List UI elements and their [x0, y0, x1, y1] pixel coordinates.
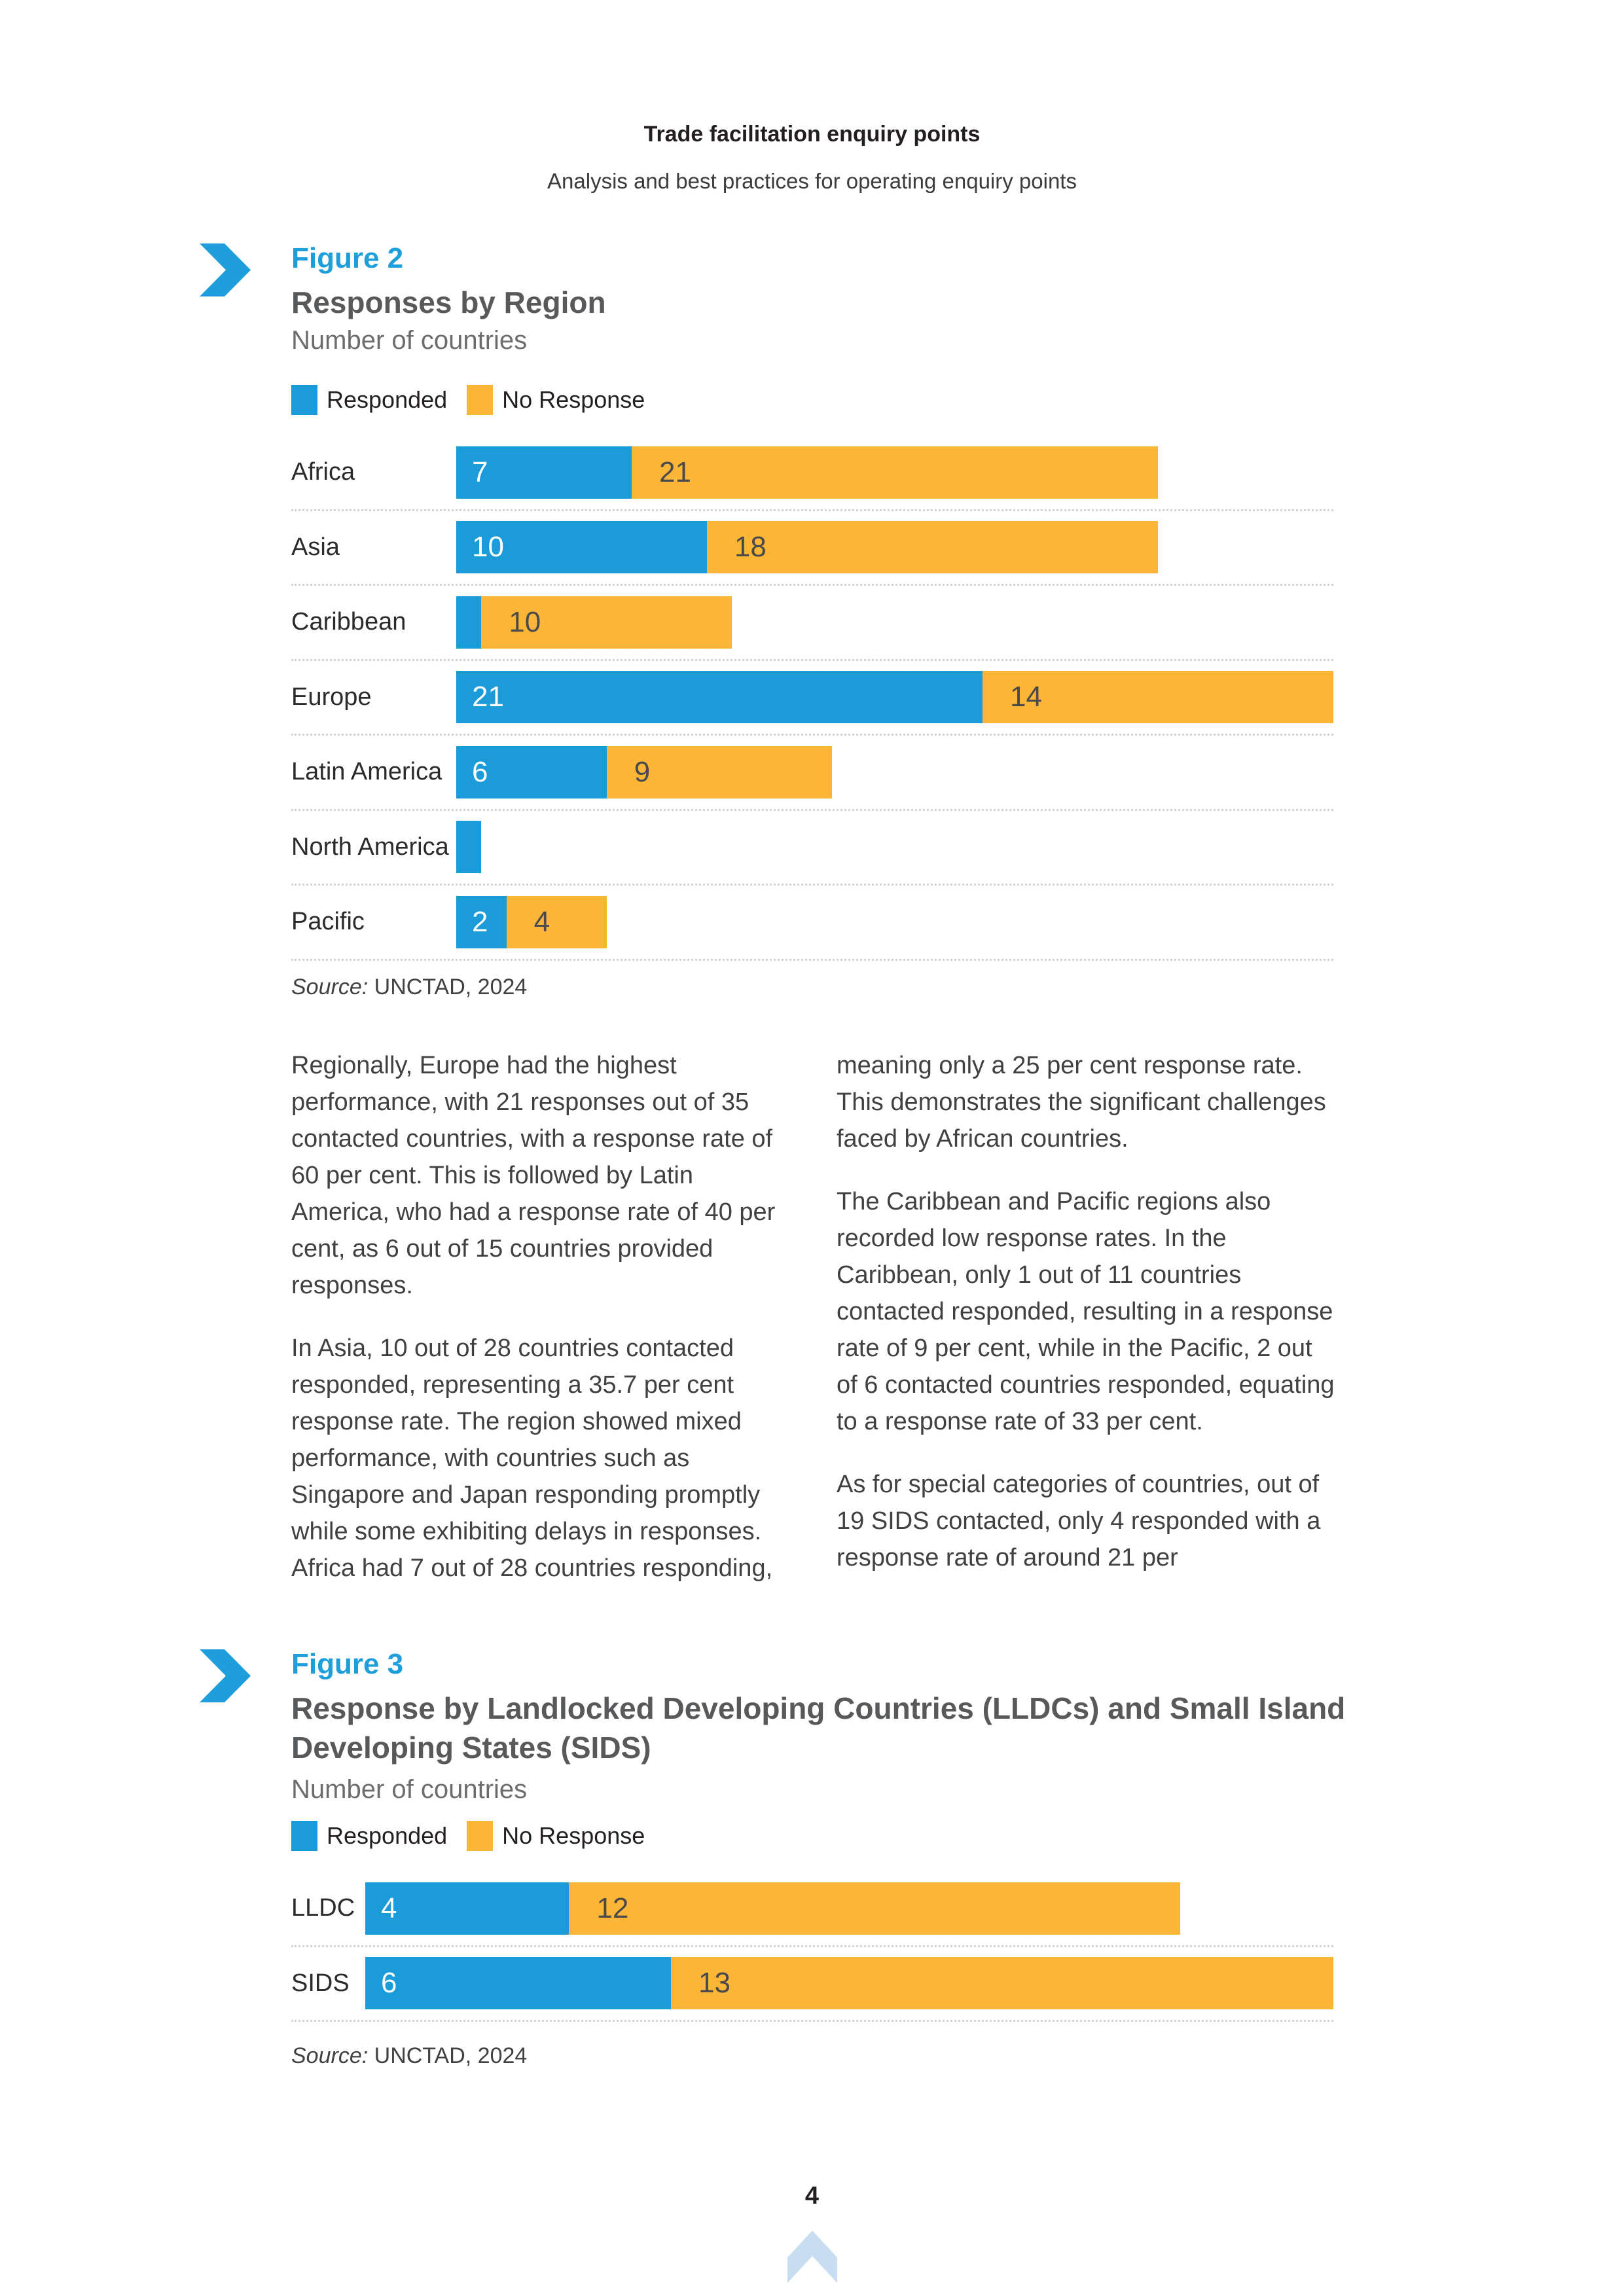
chart-row-sids: [291, 1947, 1333, 2022]
figure2-bar-chart: [291, 436, 1333, 961]
document-subtitle: Analysis and best practices for operating enquiry points: [547, 169, 1077, 193]
chart-category-label: Asia: [291, 533, 340, 561]
body-column-right: [837, 1047, 1337, 1602]
bar-value-label: 9: [634, 755, 651, 788]
figure2-title: Responses by Region: [291, 285, 606, 319]
stacked-bar: [456, 896, 1333, 948]
stacked-bar: [365, 1957, 1333, 2009]
source-label: Source:: [291, 2043, 369, 2068]
bar-segment-responded: [365, 1957, 671, 2009]
bar-segment-responded: [456, 671, 983, 723]
stacked-bar: [365, 1882, 1333, 1935]
stacked-bar: [456, 821, 1333, 873]
bar-segment-no-response: [481, 596, 732, 649]
legend-swatch-no-response: [467, 385, 493, 415]
bar-segment-responded: [456, 821, 481, 873]
source-value: UNCTAD, 2024: [374, 2043, 528, 2068]
chart-category-label: Europe: [291, 683, 372, 711]
bar-value-label: 18: [734, 531, 767, 564]
bar-segment-responded: [456, 746, 607, 798]
paragraph: In Asia, 10 out of 28 countries contacted responded, representing a 35.7 per cent response rate. The region showed mixed performance, with countries such as Singapore and Japan responding promptly while some exhibiting delays in responses. Africa had 7 out of 28 countries responding,: [291, 1335, 773, 1582]
source-value: UNCTAD, 2024: [374, 975, 528, 999]
paragraph: Regionally, Europe had the highest performance, with 21 responses out of 35 contacted countries, with a response rate of 60 per cent. This is followed by Latin America, who had a response rate of 40 per cent, as 6 out of 15 countries provided responses.: [291, 1052, 776, 1299]
figure3-legend: [291, 1821, 664, 1851]
figure-chevron-icon: [200, 243, 251, 296]
chart-row-pacific: [291, 886, 1333, 961]
bar-value-label: 21: [659, 456, 691, 488]
chart-row-north-america: [291, 811, 1333, 886]
chart-category-label: SIDS: [291, 1969, 350, 1997]
bar-segment-responded: [456, 596, 481, 649]
chart-category-label: Caribbean: [291, 608, 406, 636]
body-column-left: [291, 1047, 792, 1613]
chart-row-europe: [291, 661, 1333, 736]
bar-segment-responded: [456, 521, 707, 573]
stacked-bar: [456, 671, 1333, 723]
chart-category-label: Pacific: [291, 908, 365, 936]
chart-category-label: Africa: [291, 458, 355, 486]
chart-category-label: Latin America: [291, 758, 442, 786]
bar-segment-no-response: [632, 446, 1158, 499]
bar-segment-responded: [456, 896, 507, 948]
chart-row-latin-america: [291, 736, 1333, 811]
figure3-bar-chart: [291, 1872, 1333, 2022]
chart-row-africa: [291, 436, 1333, 511]
bar-value-label: 4: [533, 905, 550, 938]
bar-segment-no-response: [507, 896, 607, 948]
stacked-bar: [456, 446, 1333, 499]
paragraph: As for special categories of countries, out of 19 SIDS contacted, only 4 responded with a response rate of around 21 per: [837, 1471, 1321, 1571]
bar-segment-no-response: [707, 521, 1158, 573]
bar-segment-no-response: [569, 1882, 1180, 1935]
bar-value-label: 7: [472, 456, 488, 488]
paragraph: meaning only a 25 per cent response rate. This demonstrates the significant challenges faced by African countries.: [837, 1052, 1326, 1153]
bar-value-label: 10: [472, 531, 504, 564]
figure2-label: Figure 2: [291, 242, 404, 274]
paragraph: The Caribbean and Pacific regions also recorded low response rates. In the Caribbean, only 1 out of 11 countries contacted responded, resulting in a response rate of 9 per cent, while in the Pacific, 2 out of 6 contacted countries responded, equating to a response rate of 33 per cent.: [837, 1188, 1335, 1435]
legend-label-no-response: No Response: [502, 386, 645, 413]
bar-value-label: 6: [381, 1967, 397, 2000]
bar-value-label: 12: [596, 1892, 629, 1924]
figure3-source: [291, 2043, 527, 2069]
figure3-title: Response by Landlocked Developing Countries (LLDCs) and Small Island Developing States (SIDS): [291, 1691, 1346, 1765]
legend-label-responded: Responded: [327, 386, 448, 413]
bar-value-label: 21: [472, 681, 504, 713]
document-title: Trade facilitation enquiry points: [643, 122, 981, 147]
stacked-bar: [456, 596, 1333, 649]
stacked-bar: [456, 746, 1333, 798]
footer-chevron-up-icon: [786, 2231, 839, 2283]
bar-segment-no-response: [671, 1957, 1333, 2009]
bar-value-label: 10: [509, 605, 541, 638]
chart-category-label: North America: [291, 833, 449, 861]
legend-swatch-responded: [291, 1821, 317, 1851]
chart-row-lldc: [291, 1872, 1333, 1947]
figure3-label: Figure 3: [291, 1648, 404, 1680]
legend-label-no-response: No Response: [502, 1822, 645, 1849]
chart-category-label: LLDC: [291, 1894, 355, 1922]
legend-swatch-no-response: [467, 1821, 493, 1851]
chart-row-caribbean: [291, 586, 1333, 661]
figure2-source: [291, 975, 527, 1000]
stacked-bar: [456, 521, 1333, 573]
chart-row-asia: [291, 511, 1333, 586]
bar-value-label: 4: [381, 1892, 397, 1924]
source-label: Source:: [291, 975, 369, 999]
bar-value-label: 13: [698, 1967, 731, 2000]
bar-segment-responded: [456, 446, 632, 499]
bar-value-label: 14: [1010, 681, 1042, 713]
bar-segment-no-response: [983, 671, 1333, 723]
legend-swatch-responded: [291, 385, 317, 415]
legend-label-responded: Responded: [327, 1822, 448, 1849]
page-number: 4: [804, 2182, 820, 2210]
bar-segment-responded: [365, 1882, 569, 1935]
bar-segment-no-response: [607, 746, 833, 798]
bar-value-label: 2: [472, 905, 488, 938]
figure-chevron-icon: [200, 1649, 251, 1702]
figure3-subtitle: Number of countries: [291, 1775, 528, 1804]
figure2-legend: [291, 385, 664, 415]
figure2-subtitle: Number of countries: [291, 326, 528, 355]
bar-value-label: 6: [472, 755, 488, 788]
